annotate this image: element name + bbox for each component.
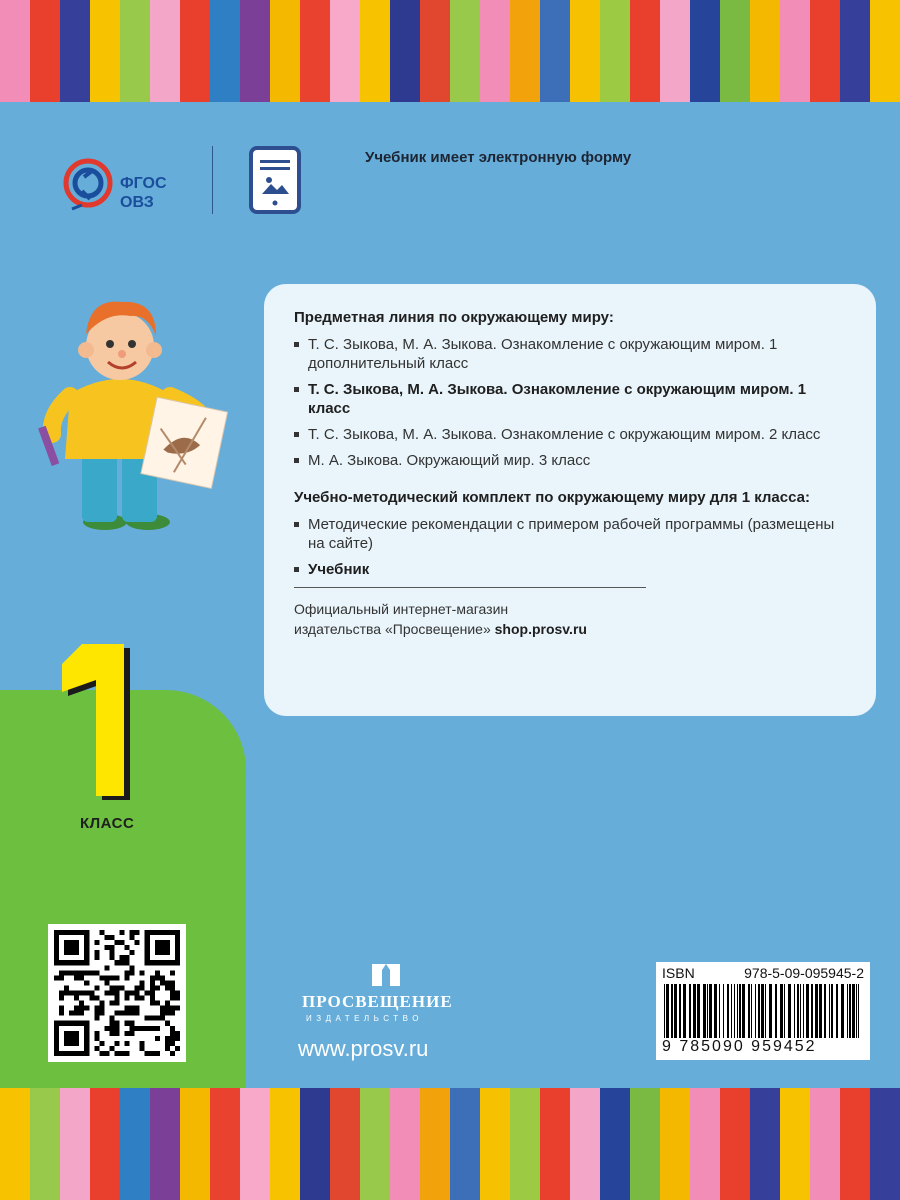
grade-number-text: 1 bbox=[101, 736, 102, 737]
shop-line-2 bbox=[294, 619, 848, 639]
color-stripe bbox=[510, 0, 540, 102]
divider-line bbox=[294, 587, 646, 588]
subject-line-list bbox=[294, 335, 848, 470]
color-stripe bbox=[780, 0, 810, 102]
color-stripe bbox=[240, 0, 270, 102]
info-panel bbox=[264, 284, 876, 716]
subject-line-title: Предметная линия по окружающему миру: bbox=[294, 309, 614, 326]
color-stripe bbox=[510, 1088, 540, 1200]
color-stripe bbox=[330, 1088, 360, 1200]
color-stripe bbox=[390, 0, 420, 102]
color-stripe bbox=[30, 0, 60, 102]
color-stripe bbox=[270, 0, 300, 102]
color-stripe bbox=[690, 1088, 720, 1200]
color-stripe bbox=[60, 1088, 90, 1200]
color-stripe bbox=[300, 1088, 330, 1200]
fgos-ovz-label bbox=[120, 174, 167, 212]
color-stripe bbox=[450, 1088, 480, 1200]
color-stripe bbox=[690, 0, 720, 102]
color-stripe bbox=[840, 1088, 870, 1200]
list-item-textbook: Учебник bbox=[294, 560, 848, 579]
color-stripe bbox=[330, 0, 360, 102]
shop-publisher-text: издательства «Просвещение» bbox=[294, 621, 491, 637]
prosveshchenie-logo-icon bbox=[368, 960, 404, 990]
color-stripe bbox=[0, 0, 30, 102]
shop-url-link[interactable]: shop.prosv.ru bbox=[494, 621, 587, 637]
color-stripe bbox=[810, 1088, 840, 1200]
color-stripe bbox=[120, 0, 150, 102]
color-stripe bbox=[210, 1088, 240, 1200]
color-stripe bbox=[270, 1088, 300, 1200]
isbn-value: 978-5-09-095945-2 bbox=[744, 965, 864, 981]
list-item: Методические рекомендации с примером рабочей программы (размещены на сайте) bbox=[294, 515, 848, 553]
publisher-name: ПРОСВЕЩЕНИЕ bbox=[302, 992, 453, 1011]
color-stripe bbox=[750, 0, 780, 102]
isbn-barcode bbox=[656, 962, 870, 1060]
top-color-stripes bbox=[0, 0, 900, 102]
color-stripe bbox=[600, 1088, 630, 1200]
color-stripe bbox=[360, 1088, 390, 1200]
color-stripe bbox=[630, 1088, 660, 1200]
color-stripe bbox=[180, 1088, 210, 1200]
color-stripe bbox=[540, 1088, 570, 1200]
color-stripe bbox=[630, 0, 660, 102]
grade-number-graphic bbox=[56, 636, 146, 800]
color-stripe bbox=[840, 0, 870, 102]
color-stripe bbox=[0, 1088, 30, 1200]
boy-with-drawing-illustration bbox=[30, 284, 240, 534]
isbn-line bbox=[662, 965, 864, 981]
color-stripe bbox=[480, 1088, 510, 1200]
list-item: М. А. Зыкова. Окружающий мир. 3 класс bbox=[294, 451, 848, 470]
color-stripe bbox=[300, 0, 330, 102]
color-stripe bbox=[90, 0, 120, 102]
color-stripe bbox=[570, 0, 600, 102]
color-stripe bbox=[540, 0, 570, 102]
shop-line-1: Официальный интернет-магазин bbox=[294, 601, 509, 617]
color-stripe bbox=[420, 1088, 450, 1200]
publisher-subtitle: ИЗДАТЕЛЬСТВО bbox=[306, 1014, 423, 1023]
color-stripe bbox=[600, 0, 630, 102]
color-stripe bbox=[210, 0, 240, 102]
shop-info bbox=[294, 599, 848, 639]
color-stripe bbox=[660, 0, 690, 102]
color-stripe bbox=[870, 1088, 900, 1200]
color-stripe bbox=[780, 1088, 810, 1200]
color-stripe bbox=[810, 0, 840, 102]
color-stripe bbox=[660, 1088, 690, 1200]
color-stripe bbox=[240, 1088, 270, 1200]
color-stripe bbox=[450, 0, 480, 102]
grade-label: КЛАСС bbox=[80, 815, 135, 832]
color-stripe bbox=[570, 1088, 600, 1200]
color-stripe bbox=[60, 0, 90, 102]
kit-list bbox=[294, 515, 848, 579]
list-item: Т. С. Зыкова, М. А. Зыкова. Ознакомление с окружающим миром. 2 класс bbox=[294, 425, 848, 444]
list-item-current-book: Т. С. Зыкова, М. А. Зыкова. Ознакомление с окружающим миром. 1 класс bbox=[294, 380, 848, 418]
publisher-website[interactable]: www.prosv.ru bbox=[298, 1036, 429, 1061]
color-stripe bbox=[360, 0, 390, 102]
fgos-text: ФГОС bbox=[120, 175, 167, 192]
electronic-form-note: Учебник имеет электронную форму bbox=[365, 149, 632, 166]
tablet-icon bbox=[249, 146, 301, 214]
color-stripe bbox=[720, 0, 750, 102]
color-stripe bbox=[390, 1088, 420, 1200]
color-stripe bbox=[90, 1088, 120, 1200]
color-stripe bbox=[420, 0, 450, 102]
color-stripe bbox=[120, 1088, 150, 1200]
color-stripe bbox=[480, 0, 510, 102]
color-stripe bbox=[150, 1088, 180, 1200]
kit-title: Учебно-методический комплект по окружающему миру для 1 класса: bbox=[294, 489, 810, 506]
color-stripe bbox=[180, 0, 210, 102]
isbn-label: ISBN bbox=[662, 965, 695, 981]
barcode-bars-icon bbox=[662, 984, 864, 1038]
header-divider bbox=[212, 146, 213, 214]
bottom-color-stripes bbox=[0, 1088, 900, 1200]
ovz-text: ОВЗ bbox=[120, 194, 154, 211]
qr-code-icon bbox=[48, 924, 186, 1062]
list-item: Т. С. Зыкова, М. А. Зыкова. Ознакомление с окружающим миром. 1 дополнительный класс bbox=[294, 335, 848, 373]
cover-back bbox=[0, 102, 900, 1088]
color-stripe bbox=[150, 0, 180, 102]
color-stripe bbox=[720, 1088, 750, 1200]
color-stripe bbox=[870, 0, 900, 102]
color-stripe bbox=[750, 1088, 780, 1200]
ean-digits: 9 785090 959452 bbox=[662, 1038, 817, 1055]
color-stripe bbox=[30, 1088, 60, 1200]
